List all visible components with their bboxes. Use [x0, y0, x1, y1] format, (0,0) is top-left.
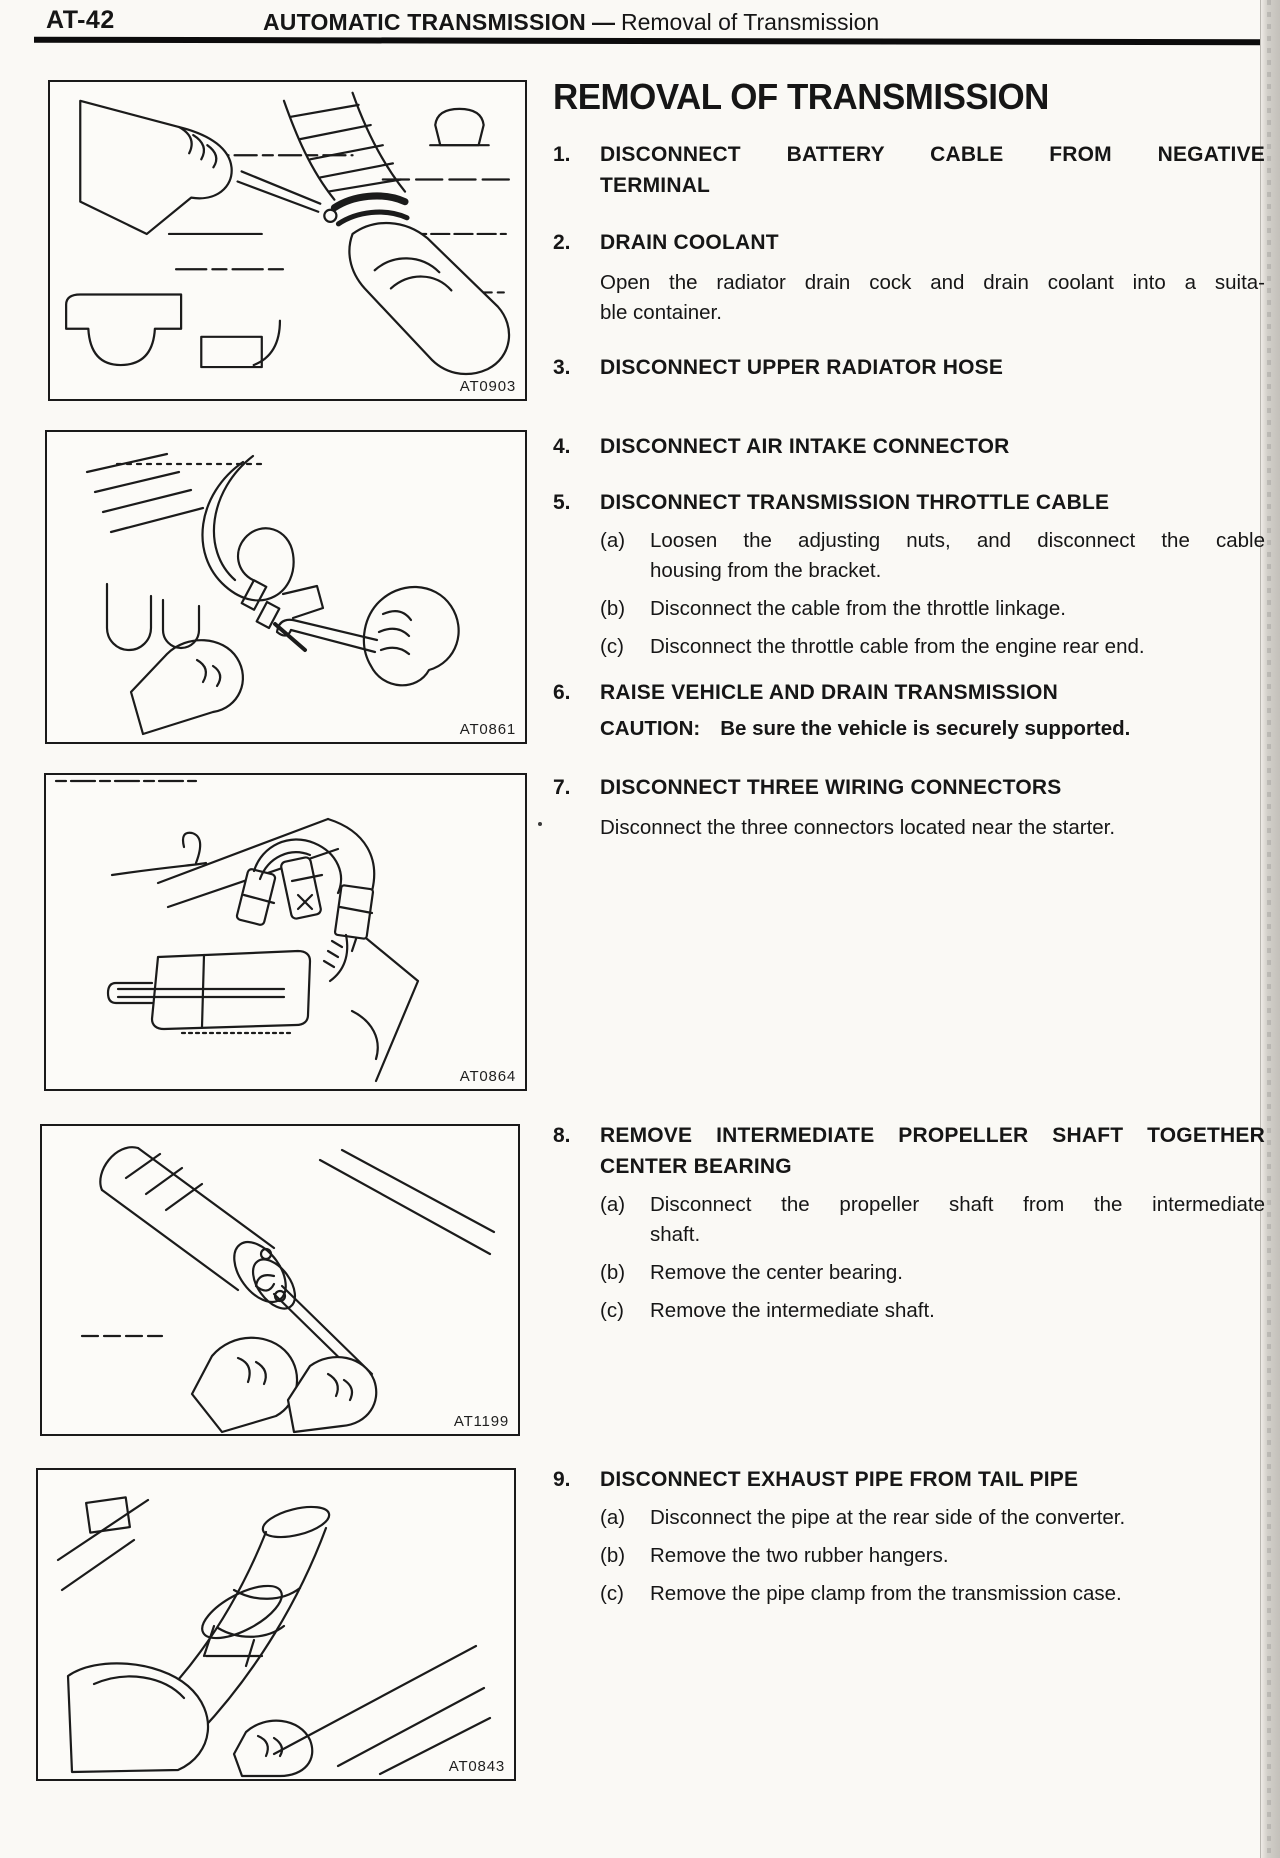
subsection-title: Removal of Transmission — [621, 9, 880, 35]
substep-label: (a) — [600, 1193, 626, 1216]
step-number: 2. — [553, 231, 571, 254]
step-6 — [553, 677, 1265, 744]
substep-a — [600, 526, 1265, 586]
substep-line: Disconnect the cable from the throttle linkage. — [650, 597, 1066, 620]
step-heading: DISCONNECT AIR INTAKE CONNECTOR — [600, 435, 1010, 458]
step-body-line: ble container. — [600, 301, 722, 324]
figure-code: AT0903 — [459, 378, 516, 395]
step-number: 3. — [553, 356, 571, 379]
step-number: 1. — [553, 143, 571, 166]
substep-label: (a) — [600, 1506, 626, 1529]
substep-label: (c) — [600, 1299, 624, 1322]
section-title: AUTOMATIC TRANSMISSION — [263, 9, 586, 35]
substep-label: (b) — [600, 1544, 626, 1567]
substep-c — [600, 632, 1265, 662]
header-separator: — — [592, 9, 615, 35]
substep-b — [600, 1258, 1265, 1288]
step-heading-line: DISCONNECT BATTERY CABLE FROM NEGATIVE — [600, 143, 1265, 166]
substep-line: Remove the center bearing. — [650, 1261, 903, 1284]
figure-code: AT0864 — [459, 1068, 516, 1085]
substep-label: (a) — [600, 529, 626, 552]
caution-text: Be sure the vehicle is securely supported. — [720, 717, 1131, 740]
substep-line: Remove the two rubber hangers. — [650, 1544, 949, 1567]
figure-code: AT0843 — [448, 1758, 505, 1775]
header-rule — [34, 37, 1267, 46]
step-2 — [553, 227, 1265, 328]
step-3 — [553, 352, 1265, 383]
step-body-line: Disconnect the three connectors located near the starter. — [600, 816, 1116, 839]
substep-label: (b) — [600, 597, 626, 620]
substep-c — [600, 1579, 1265, 1609]
substep-label: (c) — [600, 1582, 624, 1605]
step-9 — [553, 1464, 1265, 1609]
substep-a — [600, 1190, 1265, 1250]
page-title: REMOVAL OF TRANSMISSION — [553, 76, 1049, 117]
step-number: 5. — [553, 491, 571, 514]
step-number: 8. — [553, 1124, 571, 1147]
step-heading: DRAIN COOLANT — [600, 231, 779, 254]
step-number: 4. — [553, 435, 571, 458]
substep-line: Remove the intermediate shaft. — [650, 1299, 935, 1322]
substep-line: Disconnect the propeller shaft from the intermediate — [650, 1193, 1265, 1216]
step-heading: RAISE VEHICLE AND DRAIN TRANSMISSION — [600, 681, 1058, 704]
scan-speck — [538, 822, 542, 826]
substep-line: Loosen the adjusting nuts, and disconnect the cable — [650, 529, 1265, 552]
substep-line: Disconnect the pipe at the rear side of the converter. — [650, 1506, 1126, 1529]
throttle-cable-illustration — [47, 432, 525, 742]
page-number: AT-42 — [46, 6, 115, 34]
substep-line: Remove the pipe clamp from the transmission case. — [650, 1582, 1122, 1605]
exhaust-pipe-illustration — [38, 1470, 514, 1779]
step-heading: DISCONNECT TRANSMISSION THROTTLE CABLE — [600, 491, 1110, 514]
substep-line: Disconnect the throttle cable from the engine rear end. — [650, 635, 1145, 658]
substep-line: housing from the bracket. — [650, 559, 882, 582]
step-heading: DISCONNECT EXHAUST PIPE FROM TAIL PIPE — [600, 1468, 1079, 1491]
step-heading-line: REMOVE INTERMEDIATE PROPELLER SHAFT TOGETHER — [600, 1124, 1265, 1147]
caution-note — [600, 714, 1265, 744]
running-header — [263, 9, 879, 36]
substep-a — [600, 1503, 1265, 1533]
figure-box-3 — [44, 773, 527, 1091]
substep-label: (b) — [600, 1261, 626, 1284]
substep-line: shaft. — [650, 1223, 701, 1246]
caution-label: CAUTION: — [600, 717, 701, 740]
step-heading-line: CENTER BEARING — [600, 1155, 792, 1178]
step-number: 9. — [553, 1468, 571, 1491]
step-8 — [553, 1120, 1265, 1326]
figure-code: AT1199 — [453, 1413, 509, 1430]
step-number: 7. — [553, 776, 571, 799]
substep-b — [600, 594, 1265, 624]
figure-code: AT0861 — [459, 721, 516, 738]
substep-b — [600, 1541, 1265, 1571]
step-4 — [553, 431, 1265, 462]
step-heading: DISCONNECT UPPER RADIATOR HOSE — [600, 356, 1004, 379]
substep-label: (c) — [600, 635, 624, 658]
step-1 — [553, 139, 1265, 201]
step-7 — [553, 772, 1265, 843]
substep-c — [600, 1296, 1265, 1326]
step-body-line: Open the radiator drain cock and drain coolant into a suita- — [600, 271, 1265, 294]
figure-box-5 — [36, 1468, 516, 1781]
step-5 — [553, 487, 1265, 662]
figure-box-2 — [45, 430, 527, 744]
propeller-shaft-illustration — [42, 1126, 518, 1434]
engine-hose-illustration — [50, 82, 525, 399]
step-heading: DISCONNECT THREE WIRING CONNECTORS — [600, 776, 1062, 799]
figure-box-1 — [48, 80, 527, 401]
starter-connectors-illustration — [46, 775, 525, 1089]
figure-box-4 — [40, 1124, 520, 1436]
step-heading-line: TERMINAL — [600, 174, 711, 197]
step-number: 6. — [553, 681, 571, 704]
